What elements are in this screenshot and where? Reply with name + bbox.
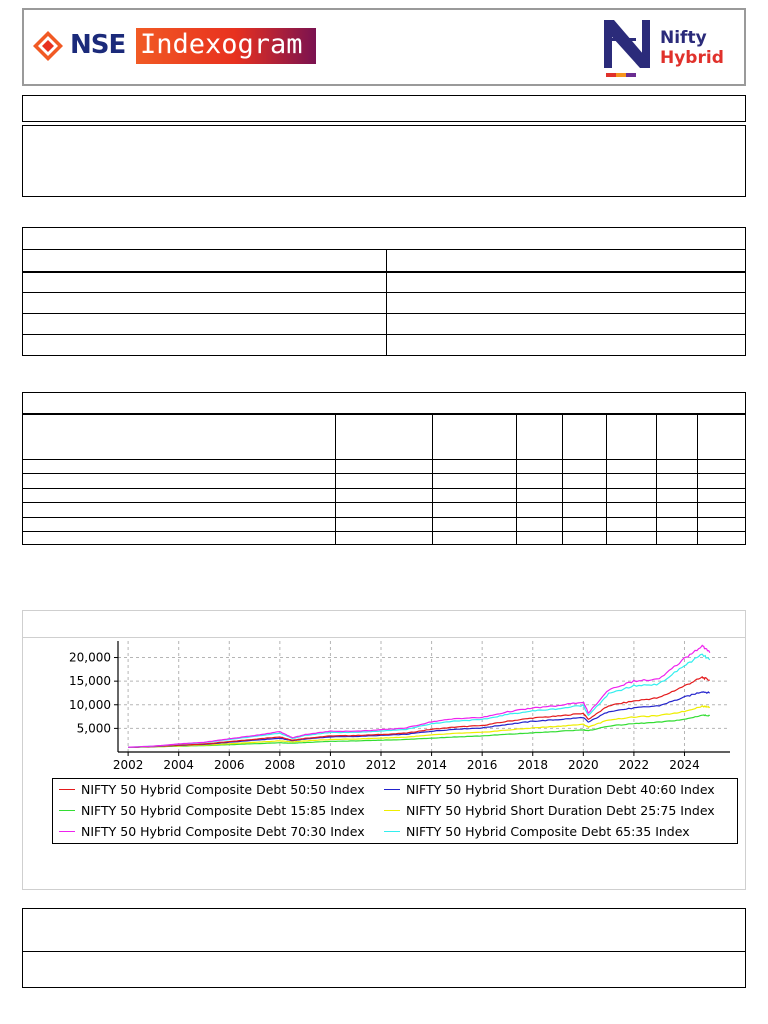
- footer-divider: [23, 951, 745, 952]
- legend-entry: [59, 824, 365, 839]
- legend-swatch: [59, 810, 75, 811]
- nifty-wordmark: Nifty: [660, 28, 707, 48]
- chart-axes: [69, 641, 730, 772]
- x-tick-label: 2022: [618, 758, 650, 772]
- legend-label: NIFTY 50 Hybrid Short Duration Debt 25:75 Index: [406, 803, 715, 818]
- y-tick-label: 10,000: [69, 697, 111, 712]
- legend-entry: [59, 782, 365, 797]
- x-tick-label: 2006: [213, 758, 245, 772]
- legend-entry: [384, 824, 690, 839]
- x-tick-label: 2018: [517, 758, 549, 772]
- indexogram-wordmark: Indexogram: [140, 29, 303, 60]
- y-tick-label: 15,000: [69, 674, 111, 689]
- legend-swatch: [384, 831, 400, 832]
- y-tick-label: 5,000: [76, 721, 111, 736]
- chart-series: [128, 645, 710, 747]
- x-tick-label: 2024: [669, 758, 700, 772]
- legend-swatch: [384, 810, 400, 811]
- legend-label: NIFTY 50 Hybrid Composite Debt 70:30 Index: [81, 824, 365, 839]
- legend-entry: [384, 782, 715, 797]
- legend-entry: [384, 803, 715, 818]
- nse-wordmark: NSE: [70, 30, 126, 60]
- legend-label: NIFTY 50 Hybrid Composite Debt 50:50 Index: [81, 782, 365, 797]
- series-line: [128, 654, 710, 747]
- x-tick-label: 2016: [466, 758, 498, 772]
- series-line: [128, 677, 710, 747]
- series-line: [128, 645, 710, 747]
- legend-label: NIFTY 50 Hybrid Composite Debt 65:35 Index: [406, 824, 690, 839]
- chart-legend: [52, 778, 738, 844]
- x-tick-label: 2008: [264, 758, 296, 772]
- x-tick-label: 2012: [365, 758, 397, 772]
- x-tick-label: 2002: [112, 758, 144, 772]
- legend-label: NIFTY 50 Hybrid Composite Debt 15:85 Index: [81, 803, 365, 818]
- legend-swatch: [59, 831, 75, 832]
- y-tick-label: 20,000: [69, 650, 111, 665]
- x-tick-label: 2020: [568, 758, 599, 772]
- legend-swatch: [59, 789, 75, 790]
- legend-label: NIFTY 50 Hybrid Short Duration Debt 40:60 Index: [406, 782, 715, 797]
- footer-info-box: [22, 908, 746, 988]
- hybrid-wordmark: Hybrid: [660, 48, 724, 68]
- legend-swatch: [384, 789, 400, 790]
- x-tick-label: 2014: [416, 758, 447, 772]
- x-tick-label: 2004: [163, 758, 194, 772]
- legend-entry: [59, 803, 365, 818]
- x-tick-label: 2010: [315, 758, 346, 772]
